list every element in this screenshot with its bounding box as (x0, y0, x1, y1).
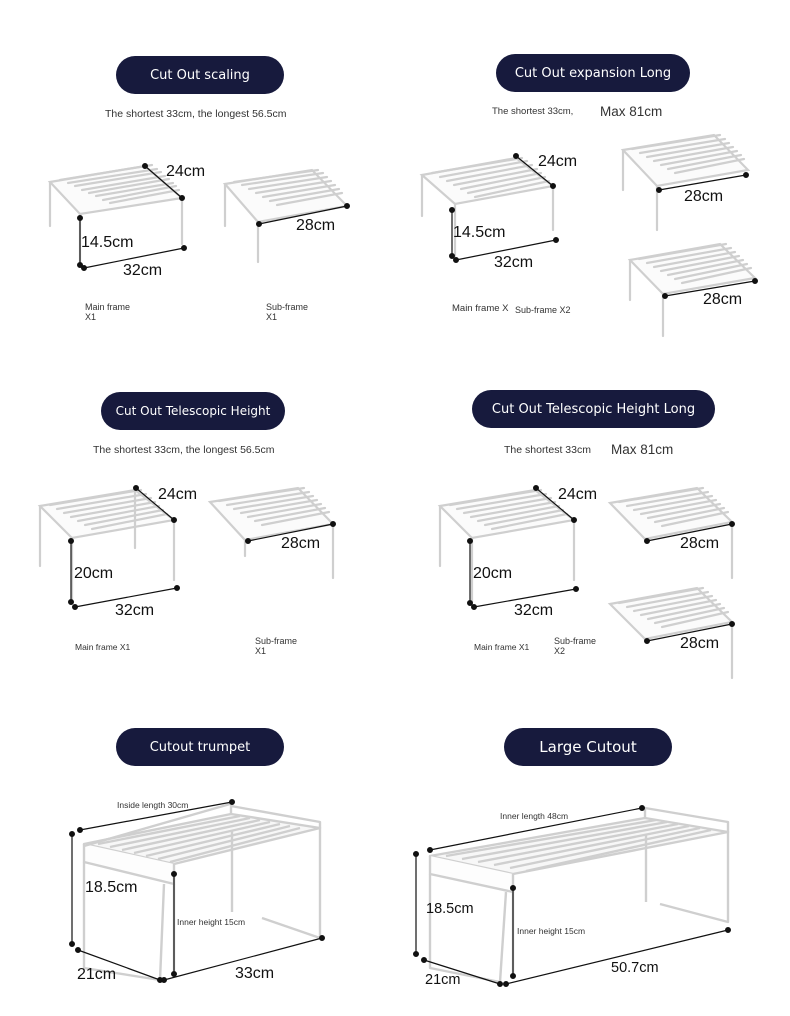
sub-frame-caption: Sub-frame X2 (515, 305, 571, 315)
sub-width-label: 28cm (296, 217, 336, 234)
section-title: Large Cutout (539, 738, 637, 756)
sub-frame-qty: X1 (255, 646, 267, 656)
sub-frame-qty: X1 (266, 312, 278, 322)
section-title-pill (116, 56, 284, 94)
sub-width-label: 28cm (680, 535, 720, 552)
inner-length-label: Inner length 48cm (500, 811, 569, 821)
section-title: Cutout trumpet (149, 739, 251, 755)
height-label: 20cm (473, 565, 513, 582)
sub-frame-name: Sub-frame (255, 636, 298, 646)
section-title-pill (472, 390, 715, 428)
width-label: 32cm (514, 602, 554, 619)
inner-height-label: Inner height 15cm (517, 926, 586, 936)
sub-frame-caption (255, 636, 297, 656)
section-subtitle: The shortest 33cm, the longest 56.5cm (105, 108, 287, 120)
height-label: 14.5cm (81, 234, 134, 251)
section-title-pill (496, 54, 690, 92)
sub-width-label: 28cm (281, 535, 321, 552)
depth-label: 24cm (538, 153, 578, 170)
depth-label: 24cm (158, 486, 198, 503)
sub-frame-rack-3 (210, 488, 333, 578)
section-title: Cut Out Telescopic Height (115, 404, 271, 418)
sub-frame-caption (554, 636, 596, 656)
section-title-pill (504, 728, 672, 766)
height-label: 18.5cm (426, 901, 474, 917)
width-label: 32cm (494, 254, 534, 271)
width-label: 50.7cm (611, 960, 659, 976)
main-frame-rack-4 (440, 490, 574, 602)
sub-frame-caption (266, 302, 308, 322)
sub-width-label: 28cm (703, 291, 743, 308)
sub-width-label: 28cm (680, 635, 720, 652)
section-title: Cut Out expansion Long (514, 65, 672, 81)
inner-height-label: Inner height 15cm (177, 917, 246, 927)
section-title-pill (101, 392, 285, 430)
section-subtitle-max: Max 81cm (600, 104, 663, 119)
depth-label: 21cm (77, 966, 117, 983)
sub-frame-name: Sub-frame (554, 636, 597, 646)
width-label: 33cm (235, 965, 275, 982)
inside-length-label: Inside length 30cm (117, 800, 189, 810)
depth-label: 24cm (558, 486, 598, 503)
section-subtitle: The shortest 33cm (504, 444, 591, 456)
sub-frame-rack-2b (630, 244, 755, 336)
depth-label: 21cm (425, 972, 461, 988)
width-label: 32cm (123, 262, 163, 279)
sub-frame-name: Sub-frame (266, 302, 309, 312)
section-subtitle: The shortest 33cm, the longest 56.5cm (93, 444, 275, 456)
main-frame-caption (85, 302, 130, 322)
section-title-pill (116, 728, 284, 766)
main-frame-caption: Main frame X1 (75, 642, 131, 652)
large-cutout-rack (430, 808, 728, 982)
main-frame-caption: Main frame X (452, 303, 509, 314)
main-frame-qty: X1 (85, 312, 97, 322)
depth-label: 24cm (166, 163, 206, 180)
height-label: 14.5cm (453, 224, 506, 241)
main-frame-rack-3 (40, 490, 174, 602)
width-label: 32cm (115, 602, 155, 619)
section-subtitle: The shortest 33cm, (492, 106, 574, 117)
sub-frame-rack-4a (610, 488, 732, 578)
height-label: 18.5cm (85, 879, 138, 896)
sub-frame-qty: X2 (554, 646, 566, 656)
sub-frame-rack-2a (623, 135, 748, 230)
height-label: 20cm (74, 565, 114, 582)
main-frame-caption: Main frame X1 (474, 642, 530, 652)
section-title: Cut Out scaling (150, 67, 250, 83)
sub-frame-rack-1 (225, 170, 347, 262)
section-title: Cut Out Telescopic Height Long (491, 401, 696, 417)
sub-frame-rack-4b (610, 588, 732, 678)
main-frame-name: Main frame (85, 302, 131, 312)
sub-width-label: 28cm (684, 188, 724, 205)
section-subtitle-max: Max 81cm (611, 442, 674, 457)
